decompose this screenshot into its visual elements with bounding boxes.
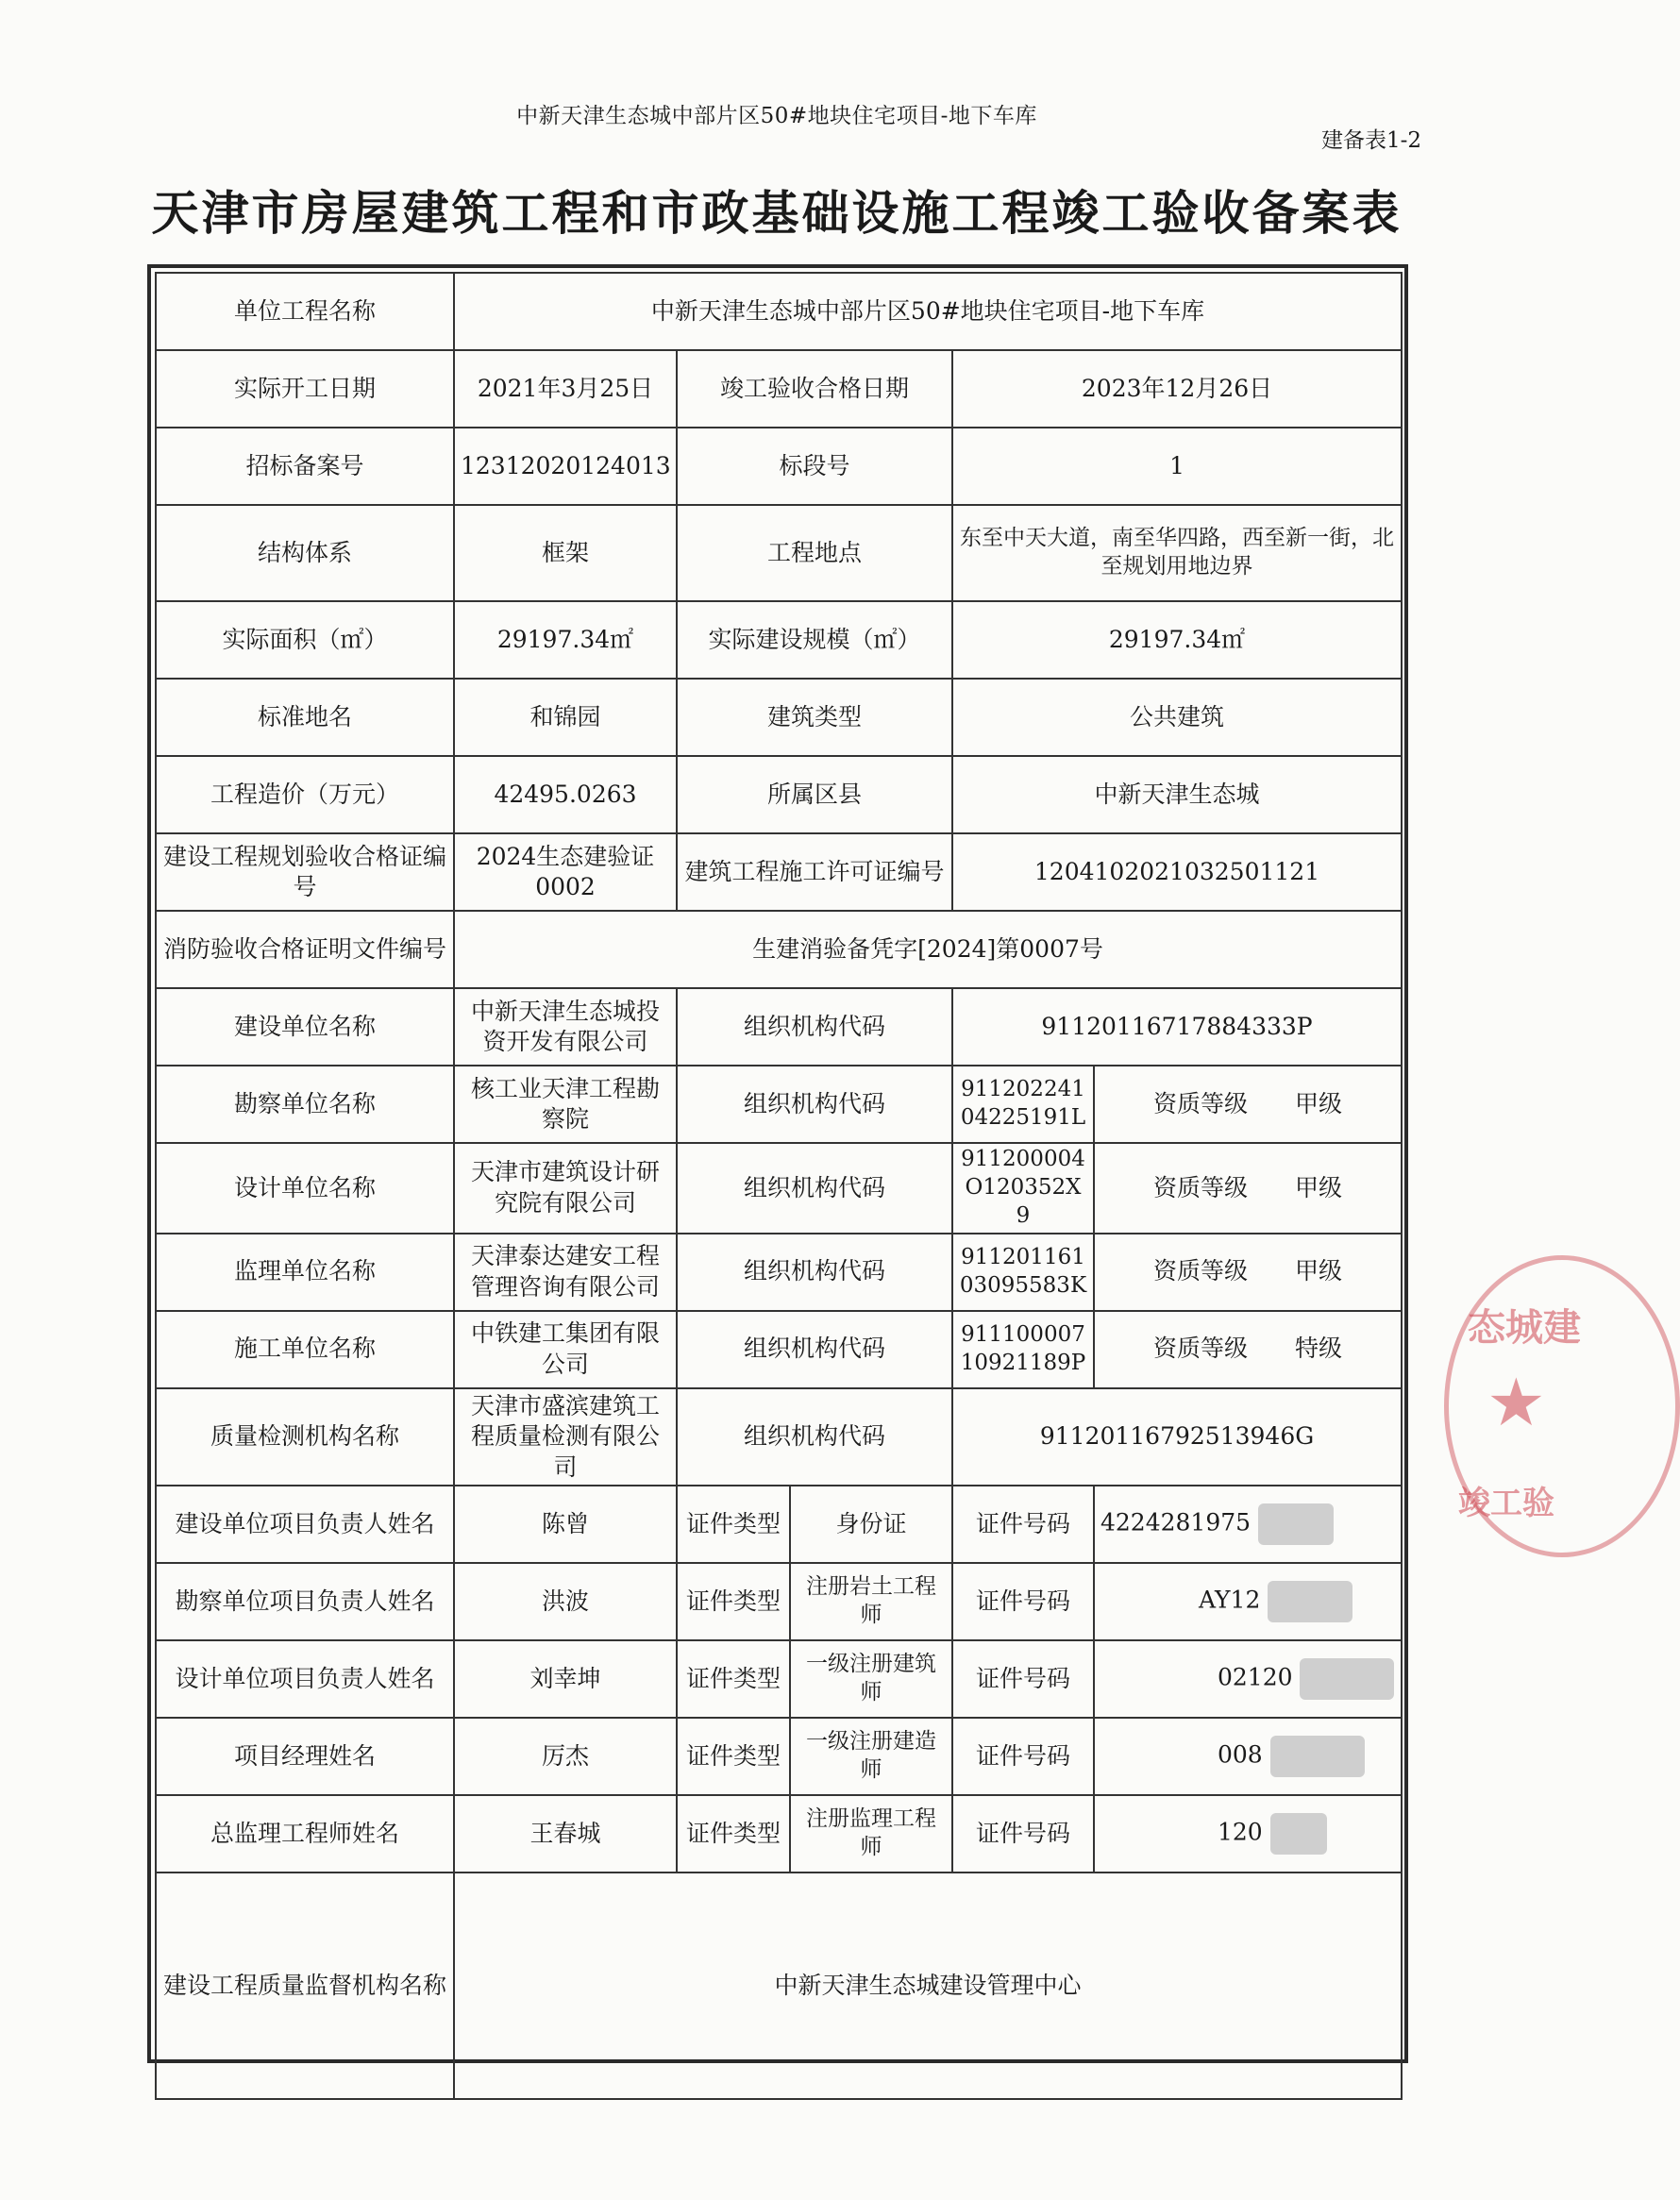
label-survey-code: 组织机构代码 <box>677 1066 952 1143</box>
value-p3-name: 刘幸坤 <box>454 1640 677 1718</box>
value-p3-type: 一级注册建筑师 <box>790 1640 952 1718</box>
value-std-name: 和锦园 <box>454 679 677 756</box>
value-supervise-code: 91120116103095583K <box>952 1234 1094 1311</box>
label-p5-type: 证件类型 <box>677 1795 790 1873</box>
label-p2-no: 证件号码 <box>952 1563 1094 1640</box>
label-cost: 工程造价（万元） <box>156 756 454 833</box>
value-qc: 天津市盛滨建筑工程质量检测有限公司 <box>454 1388 677 1486</box>
label-p5: 总监理工程师姓名 <box>156 1795 454 1873</box>
label-design-code: 组织机构代码 <box>677 1143 952 1234</box>
value-supervise: 天津泰达建安工程管理咨询有限公司 <box>454 1234 677 1311</box>
label-p4: 项目经理姓名 <box>156 1718 454 1795</box>
value-builder: 中新天津生态城投资开发有限公司 <box>454 988 677 1066</box>
label-start-date: 实际开工日期 <box>156 350 454 428</box>
label-qsv: 建设工程质量监督机构名称 <box>156 1873 454 2099</box>
row-plan-cert <box>156 833 1402 911</box>
row-unit-name <box>156 273 1402 350</box>
value-design-qual: 甲级 <box>1295 1173 1343 1201</box>
stamp-text-top: 态城建 <box>1468 1306 1581 1350</box>
value-construct-qual: 特级 <box>1295 1335 1343 1363</box>
row-structure <box>156 505 1402 601</box>
value-start-date: 2021年3月25日 <box>454 350 677 428</box>
value-accept-date: 2023年12月26日 <box>952 350 1402 428</box>
label-builder-code: 组织机构代码 <box>677 988 952 1066</box>
p5-no-cell <box>1094 1795 1402 1873</box>
row-quality-supervision <box>156 1873 1402 2099</box>
value-section: 1 <box>952 428 1402 505</box>
value-design: 天津市建筑设计研究院有限公司 <box>454 1143 677 1234</box>
value-cost: 42495.0263 <box>454 756 677 833</box>
redaction-block <box>1300 1658 1394 1700</box>
red-seal-stamp <box>1444 1255 1680 1557</box>
row-person-chief-supervisor <box>156 1795 1402 1873</box>
supervise-qual-cell <box>1094 1234 1402 1311</box>
value-fire: 生建消验备凭字[2024]第0007号 <box>454 911 1402 988</box>
row-design <box>156 1143 1402 1234</box>
value-design-code: 911200004O120352X9 <box>952 1143 1094 1234</box>
star-icon: ★ <box>1487 1364 1546 1441</box>
label-fire: 消防验收合格证明文件编号 <box>156 911 454 988</box>
redaction-block <box>1258 1503 1334 1545</box>
value-qc-code: 91120116792513946G <box>952 1388 1402 1486</box>
redaction-block <box>1270 1736 1365 1777</box>
label-construct-qual: 资质等级 <box>1153 1335 1249 1363</box>
value-p3-no: 02120 <box>1218 1663 1293 1691</box>
value-p1-type: 身份证 <box>790 1486 952 1563</box>
construct-qual-cell <box>1094 1311 1402 1388</box>
label-supervise-code: 组织机构代码 <box>677 1234 952 1311</box>
p1-no-cell <box>1094 1486 1402 1563</box>
value-qsv: 中新天津生态城建设管理中心 <box>454 1873 1402 2099</box>
label-supervise-qual: 资质等级 <box>1153 1257 1249 1285</box>
page-title: 天津市房屋建筑工程和市政基础设施工程竣工验收备案表 <box>151 186 1403 241</box>
label-construct-code: 组织机构代码 <box>677 1311 952 1388</box>
label-district: 所属区县 <box>677 756 952 833</box>
value-p2-type: 注册岩土工程师 <box>790 1563 952 1640</box>
p3-no-cell <box>1094 1640 1402 1718</box>
value-p4-name: 厉杰 <box>454 1718 677 1795</box>
value-p5-type: 注册监理工程师 <box>790 1795 952 1873</box>
value-unit-name: 中新天津生态城中部片区50#地块住宅项目-地下车库 <box>454 273 1402 350</box>
value-p1-no: 4224281975 <box>1100 1508 1252 1537</box>
stamp-text-bottom: 竣工验 <box>1458 1485 1554 1522</box>
project-header: 中新天津生态城中部片区50#地块住宅项目-地下车库 <box>516 104 1037 128</box>
value-structure: 框架 <box>454 505 677 601</box>
row-builder <box>156 988 1402 1066</box>
row-construct <box>156 1311 1402 1388</box>
row-area <box>156 601 1402 679</box>
label-permit: 建筑工程施工许可证编号 <box>677 833 952 911</box>
label-unit-name: 单位工程名称 <box>156 273 454 350</box>
label-section: 标段号 <box>677 428 952 505</box>
value-p2-no: AY12 <box>1199 1586 1261 1614</box>
row-person-design <box>156 1640 1402 1718</box>
row-supervise <box>156 1234 1402 1311</box>
value-survey-qual: 甲级 <box>1295 1089 1343 1117</box>
label-bid-no: 招标备案号 <box>156 428 454 505</box>
survey-qual-cell <box>1094 1066 1402 1143</box>
value-bld-type: 公共建筑 <box>952 679 1402 756</box>
redaction-block <box>1270 1813 1327 1855</box>
p4-no-cell <box>1094 1718 1402 1795</box>
label-accept-date: 竣工验收合格日期 <box>677 350 952 428</box>
label-p4-no: 证件号码 <box>952 1718 1094 1795</box>
label-p3: 设计单位项目负责人姓名 <box>156 1640 454 1718</box>
value-plan-cert: 2024生态建验证0002 <box>454 833 677 911</box>
value-p2-name: 洪波 <box>454 1563 677 1640</box>
row-person-pm <box>156 1718 1402 1795</box>
filing-form-table <box>155 272 1403 2100</box>
value-permit: 1204102021032501121 <box>952 833 1402 911</box>
row-cost <box>156 756 1402 833</box>
label-survey-qual: 资质等级 <box>1153 1089 1249 1117</box>
label-builder: 建设单位名称 <box>156 988 454 1066</box>
value-survey-code: 91120224104225191L <box>952 1066 1094 1143</box>
label-qc-code: 组织机构代码 <box>677 1388 952 1486</box>
value-construct: 中铁建工集团有限公司 <box>454 1311 677 1388</box>
value-construct-code: 91110000710921189P <box>952 1311 1094 1388</box>
label-p1: 建设单位项目负责人姓名 <box>156 1486 454 1563</box>
row-std-name <box>156 679 1402 756</box>
label-p1-type: 证件类型 <box>677 1486 790 1563</box>
label-supervise: 监理单位名称 <box>156 1234 454 1311</box>
value-location: 东至中天大道，南至华四路，西至新一街，北至规划用地边界 <box>952 505 1402 601</box>
label-std-name: 标准地名 <box>156 679 454 756</box>
label-design-qual: 资质等级 <box>1153 1173 1249 1201</box>
label-bld-type: 建筑类型 <box>677 679 952 756</box>
value-supervise-qual: 甲级 <box>1295 1257 1343 1285</box>
label-location: 工程地点 <box>677 505 952 601</box>
value-district: 中新天津生态城 <box>952 756 1402 833</box>
label-p5-no: 证件号码 <box>952 1795 1094 1873</box>
value-scale: 29197.34㎡ <box>952 601 1402 679</box>
label-p2-type: 证件类型 <box>677 1563 790 1640</box>
value-p4-type: 一级注册建造师 <box>790 1718 952 1795</box>
label-structure: 结构体系 <box>156 505 454 601</box>
label-p1-no: 证件号码 <box>952 1486 1094 1563</box>
label-p3-type: 证件类型 <box>677 1640 790 1718</box>
label-area: 实际面积（㎡） <box>156 601 454 679</box>
row-person-survey <box>156 1563 1402 1640</box>
label-qc: 质量检测机构名称 <box>156 1388 454 1486</box>
design-qual-cell <box>1094 1143 1402 1234</box>
row-fire <box>156 911 1402 988</box>
label-scale: 实际建设规模（㎡） <box>677 601 952 679</box>
value-p4-no: 008 <box>1218 1740 1263 1769</box>
row-dates <box>156 350 1402 428</box>
value-bid-no: 12312020124013 <box>454 428 677 505</box>
value-survey: 核工业天津工程勘察院 <box>454 1066 677 1143</box>
row-qc <box>156 1388 1402 1486</box>
row-survey <box>156 1066 1402 1143</box>
form-number: 建备表1-2 <box>1320 128 1421 153</box>
p2-no-cell <box>1094 1563 1402 1640</box>
label-survey: 勘察单位名称 <box>156 1066 454 1143</box>
row-person-builder <box>156 1486 1402 1563</box>
label-p4-type: 证件类型 <box>677 1718 790 1795</box>
redaction-block <box>1268 1581 1352 1622</box>
value-area: 29197.34㎡ <box>454 601 677 679</box>
value-builder-code: 91120116717884333P <box>952 988 1402 1066</box>
value-p1-name: 陈曾 <box>454 1486 677 1563</box>
label-p3-no: 证件号码 <box>952 1640 1094 1718</box>
value-p5-name: 王春城 <box>454 1795 677 1873</box>
label-p2: 勘察单位项目负责人姓名 <box>156 1563 454 1640</box>
value-p5-no: 120 <box>1218 1818 1263 1846</box>
label-construct: 施工单位名称 <box>156 1311 454 1388</box>
label-plan-cert: 建设工程规划验收合格证编号 <box>156 833 454 911</box>
row-bid <box>156 428 1402 505</box>
label-design: 设计单位名称 <box>156 1143 454 1234</box>
